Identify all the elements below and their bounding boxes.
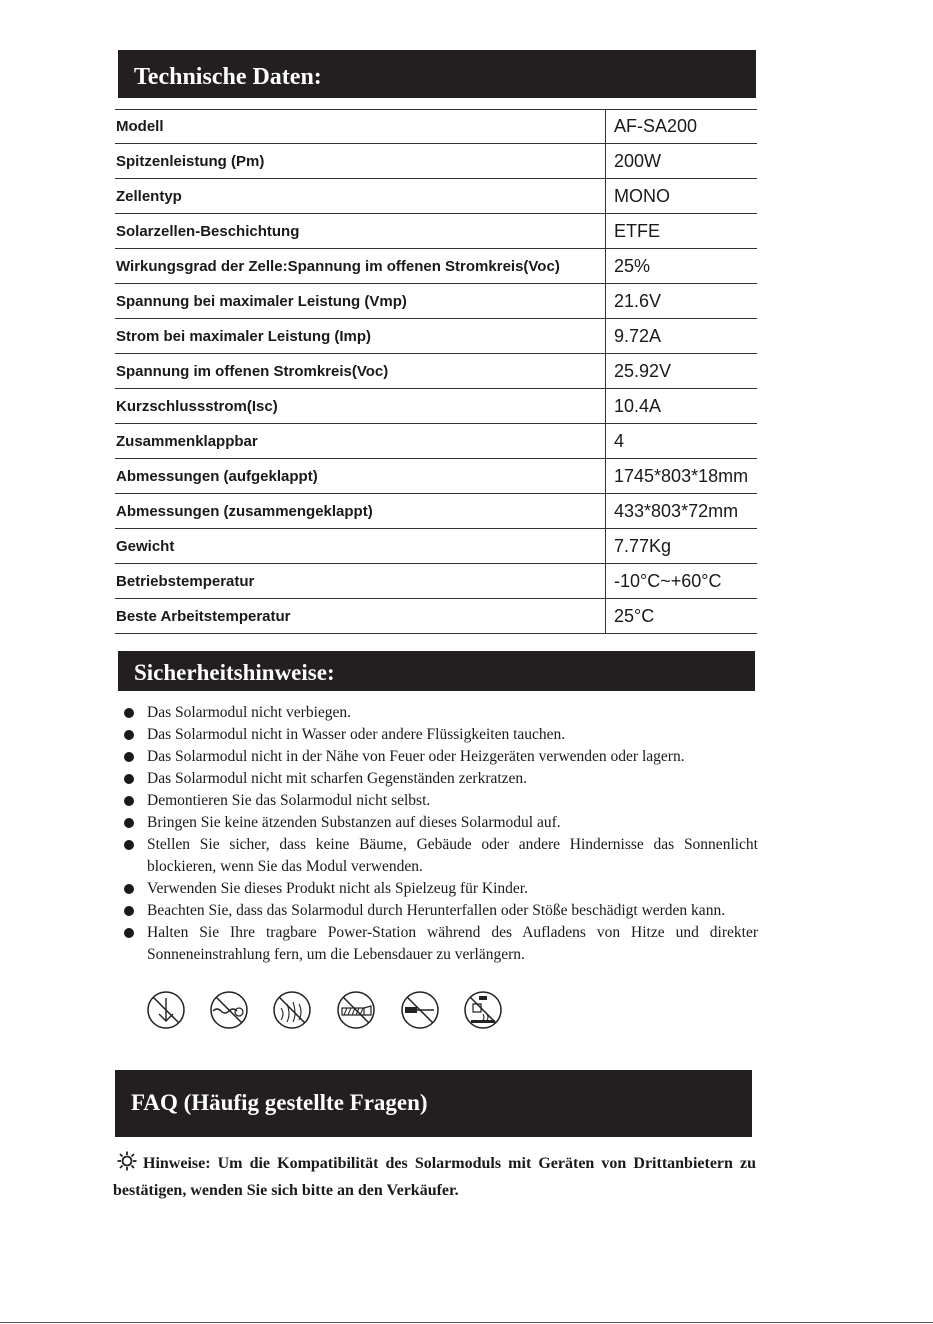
bullet-icon [124, 818, 134, 828]
spec-value: 7.77Kg [606, 529, 758, 564]
bullet-icon [124, 774, 134, 784]
safety-item [122, 724, 758, 746]
spec-row [115, 599, 757, 634]
spec-value: 200W [606, 144, 758, 179]
safety-item-text: Demontieren Sie das Solarmodul nicht selbst. [147, 792, 431, 809]
spec-row [115, 179, 757, 214]
safety-item-text: Das Solarmodul nicht verbiegen. [147, 704, 352, 721]
spec-label: Beste Arbeitstemperatur [115, 599, 606, 634]
spec-value: 9.72A [606, 319, 758, 354]
spec-row [115, 109, 757, 144]
safety-item [122, 702, 758, 724]
spec-row [115, 529, 757, 564]
spec-value: 25°C [606, 599, 758, 634]
safety-item [122, 922, 758, 966]
safety-header [118, 651, 755, 691]
safety-list [122, 702, 758, 966]
spec-label: Modell [115, 109, 606, 144]
spec-label: Strom bei maximaler Leistung (Imp) [115, 319, 606, 354]
spec-row [115, 249, 757, 284]
bullet-icon [124, 752, 134, 762]
spec-value: 25% [606, 249, 758, 284]
spec-value: -10°C~+60°C [606, 564, 758, 599]
bullet-icon [124, 928, 134, 938]
bullet-icon [124, 840, 134, 850]
safety-title: Sicherheitshinweise: [134, 660, 335, 685]
spec-value: 25.92V [606, 354, 758, 389]
spec-label: Solarzellen-Beschichtung [115, 214, 606, 249]
spec-label: Abmessungen (zusammengeklappt) [115, 494, 606, 529]
safety-item [122, 768, 758, 790]
spec-label: Spannung bei maximaler Leistung (Vmp) [115, 284, 606, 319]
hint-text: Hinweise: Um die Kompatibilität des Solarmoduls mit Geräten von Drittanbietern zu bestätigen, wenden Sie sich bitte an den Verkäufer. [113, 1155, 756, 1199]
no-disassembly-icon [400, 990, 440, 1030]
spec-row [115, 494, 757, 529]
safety-item-text: Stellen Sie sicher, dass keine Bäume, Gebäude oder andere Hindernisse das Sonnenlicht blockieren, wenn Sie das Modul verwenden. [147, 836, 758, 875]
spec-row [115, 214, 757, 249]
no-water-icon [209, 990, 249, 1030]
spec-table [115, 109, 757, 634]
safety-item [122, 834, 758, 878]
spec-table-body [115, 109, 757, 634]
safety-item [122, 900, 758, 922]
spec-label: Betriebstemperatur [115, 564, 606, 599]
no-heat-icon [272, 990, 312, 1030]
spec-value: ETFE [606, 214, 758, 249]
safety-item-text: Verwenden Sie dieses Produkt nicht als Spielzeug für Kinder. [147, 880, 528, 897]
spec-label: Spitzenleistung (Pm) [115, 144, 606, 179]
page-bottom-rule [0, 1322, 933, 1323]
safety-item-text: Das Solarmodul nicht in Wasser oder andere Flüssigkeiten tauchen. [147, 726, 566, 743]
bullet-icon [124, 906, 134, 916]
bullet-icon [124, 884, 134, 894]
hint-paragraph [113, 1150, 756, 1204]
spec-label: Kurzschlussstrom(Isc) [115, 389, 606, 424]
tech-data-title: Technische Daten: [134, 64, 322, 90]
safety-item [122, 790, 758, 812]
tech-data-header [118, 50, 756, 98]
bullet-icon [124, 708, 134, 718]
safety-item [122, 878, 758, 900]
safety-item-text: Das Solarmodul nicht in der Nähe von Feuer oder Heizgeräten verwenden oder lagern. [147, 748, 685, 765]
spec-row [115, 564, 757, 599]
spec-row [115, 144, 757, 179]
spec-row [115, 284, 757, 319]
safety-item-text: Bringen Sie keine ätzenden Substanzen auf dieses Solarmodul auf. [147, 814, 561, 831]
bullet-icon [124, 730, 134, 740]
no-bending-icon [146, 990, 186, 1030]
spec-row [115, 459, 757, 494]
spec-label: Gewicht [115, 529, 606, 564]
safety-item-text: Das Solarmodul nicht mit scharfen Gegenständen zerkratzen. [147, 770, 528, 787]
spec-value: 10.4A [606, 389, 758, 424]
spec-value: 21.6V [606, 284, 758, 319]
spec-row [115, 354, 757, 389]
faq-title: FAQ (Häufig gestellte Fragen) [131, 1090, 428, 1115]
safety-item-text: Halten Sie Ihre tragbare Power-Station während des Aufladens von Hitze und direkter Sonneneinstrahlung fern, um die Lebensdauer zu verlängern. [147, 924, 758, 963]
spec-label: Abmessungen (aufgeklappt) [115, 459, 606, 494]
spec-label: Zellentyp [115, 179, 606, 214]
spec-row [115, 319, 757, 354]
spec-label: Wirkungsgrad der Zelle:Spannung im offenen Stromkreis(Voc) [115, 249, 606, 284]
spec-value: AF-SA200 [606, 109, 758, 144]
spec-value: MONO [606, 179, 758, 214]
safety-item [122, 812, 758, 834]
faq-header [115, 1070, 752, 1137]
sun-icon [117, 1151, 137, 1171]
spec-value: 433*803*72mm [606, 494, 758, 529]
spec-row [115, 424, 757, 459]
spec-label: Spannung im offenen Stromkreis(Voc) [115, 354, 606, 389]
spec-row [115, 389, 757, 424]
no-corrosive-icon [463, 990, 503, 1030]
safety-item [122, 746, 758, 768]
spec-value: 4 [606, 424, 758, 459]
safety-item-text: Beachten Sie, dass das Solarmodul durch Herunterfallen oder Stöße beschädigt werden kann. [147, 902, 726, 919]
spec-value: 1745*803*18mm [606, 459, 758, 494]
bullet-icon [124, 796, 134, 806]
no-scratch-icon [336, 990, 376, 1030]
spec-label: Zusammenklappbar [115, 424, 606, 459]
